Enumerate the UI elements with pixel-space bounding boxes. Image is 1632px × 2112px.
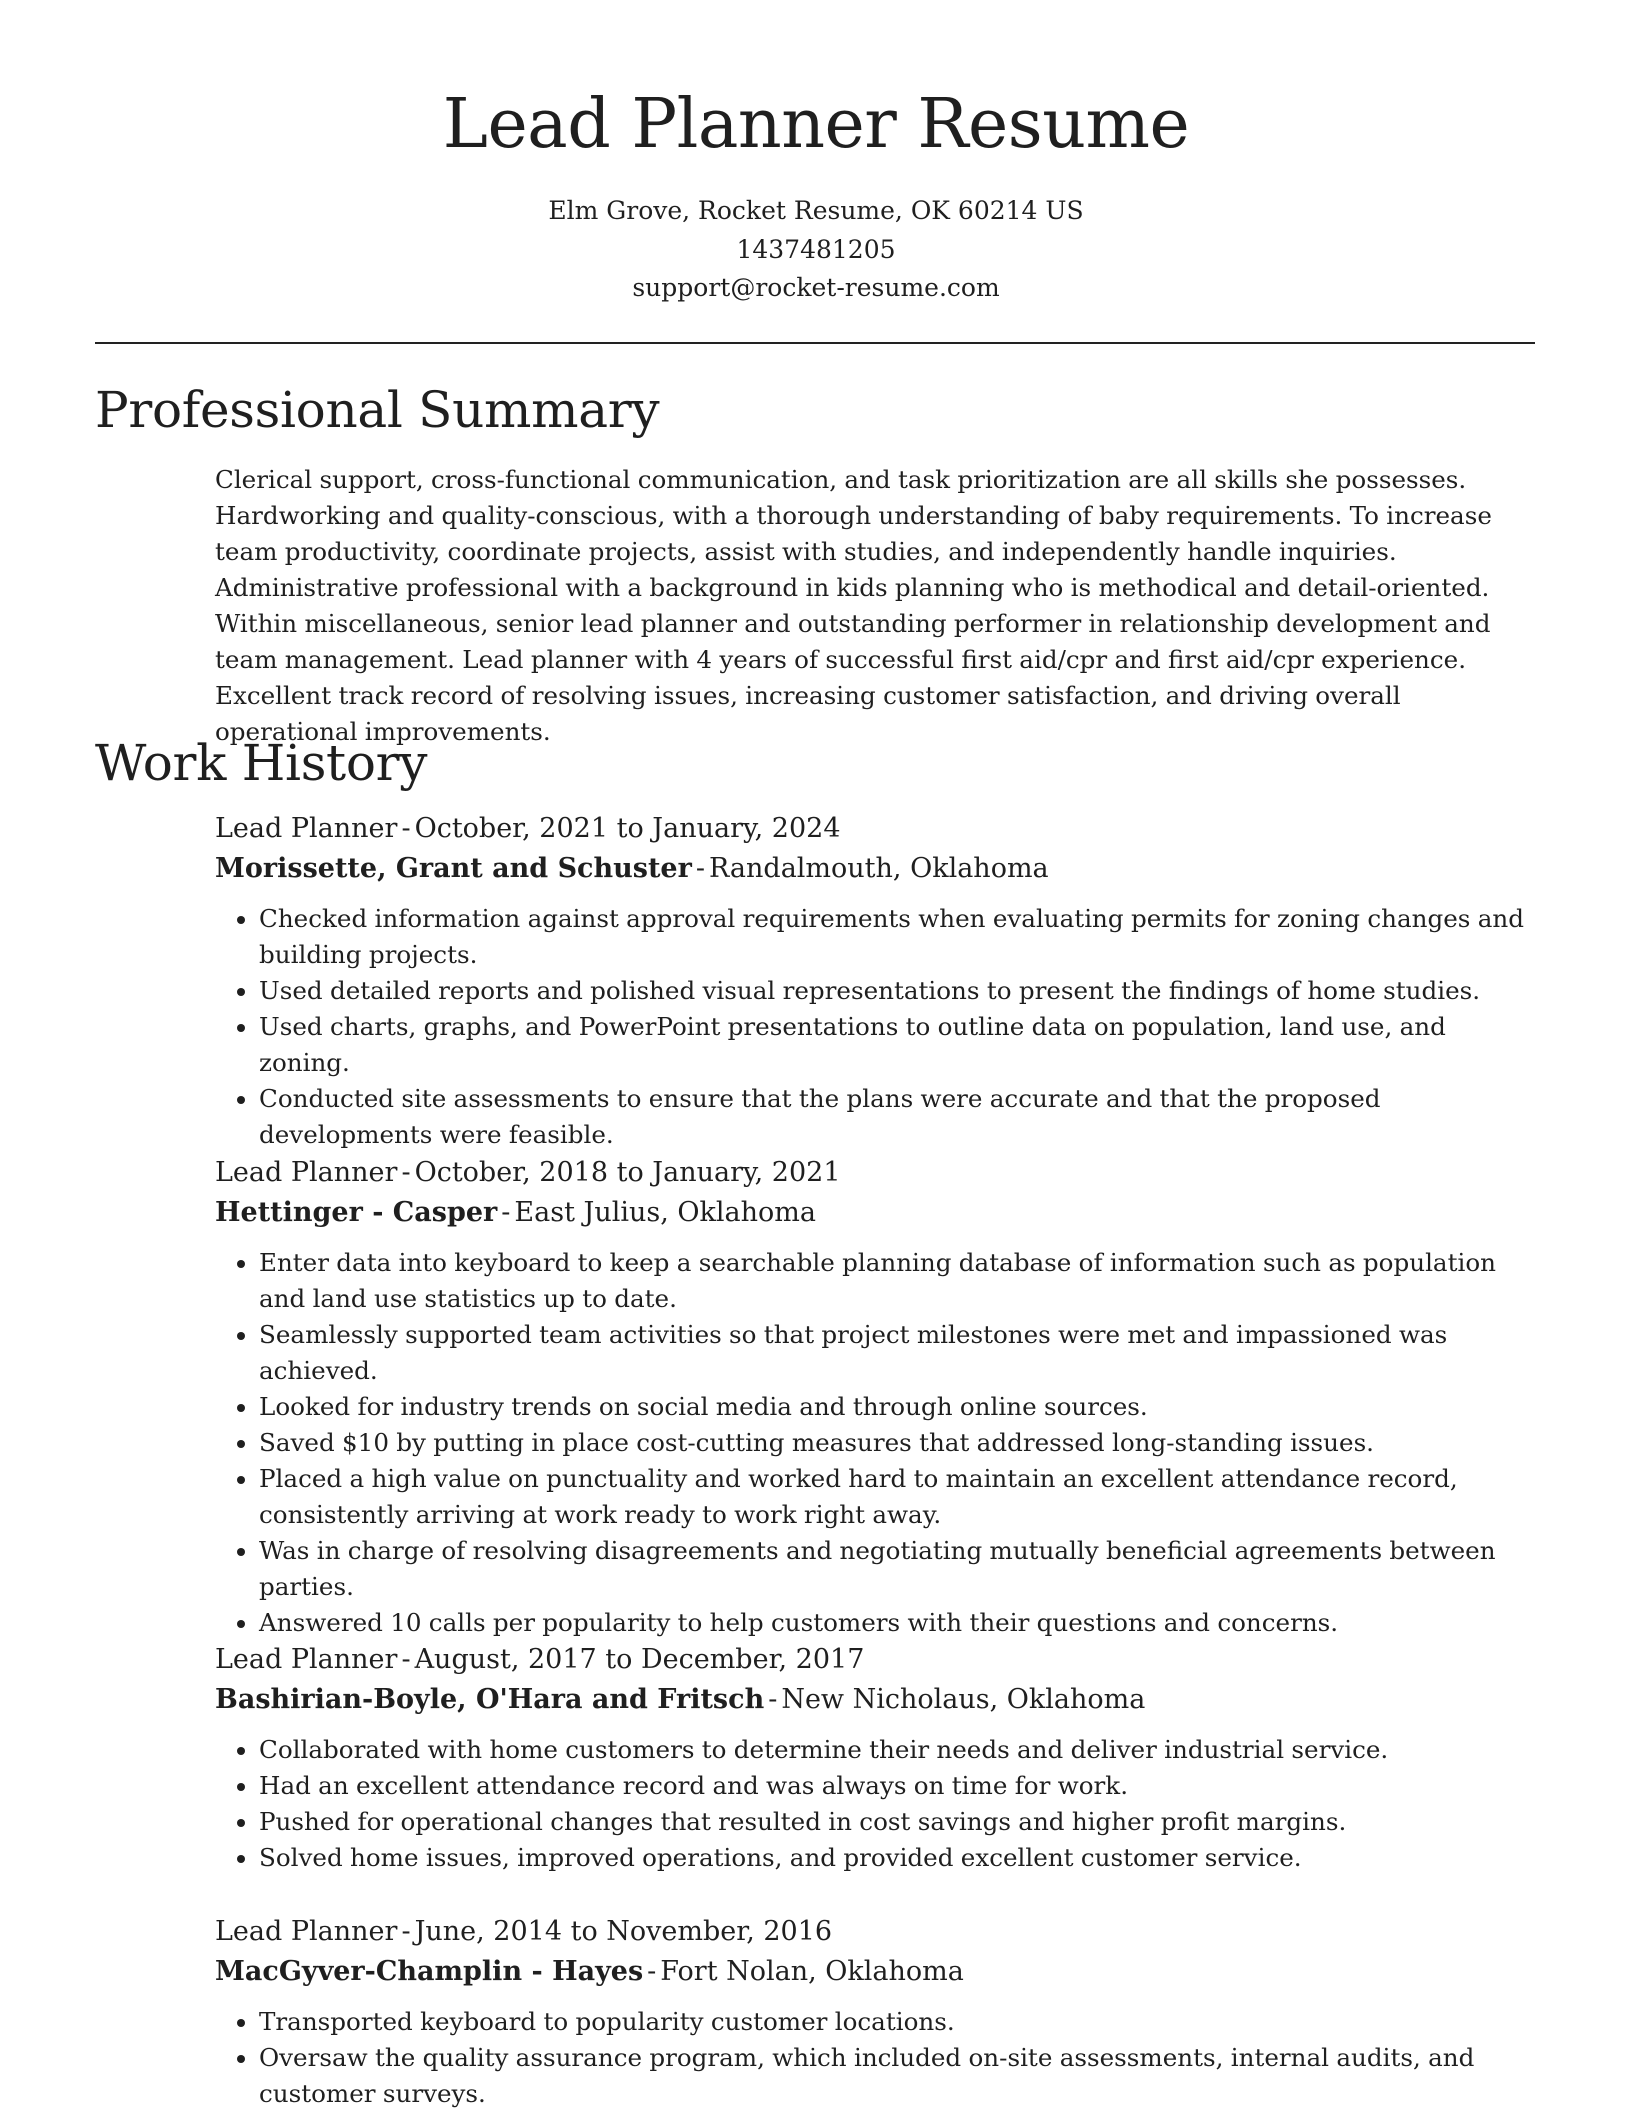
job-entry: [215, 1912, 1540, 2112]
job-company-line: MacGyver-Champlin - Hayes - Fort Nolan, Oklahoma: [215, 1956, 964, 1987]
job-company-line: Morissette, Grant and Schuster - Randalmouth, Oklahoma: [215, 853, 1049, 884]
job-duties-list: [215, 2004, 1540, 2112]
job-title-line: Lead Planner - June, 2014 to November, 2016: [215, 1916, 833, 1947]
job-title-line: Lead Planner - October, 2018 to January, 2021: [215, 1157, 841, 1188]
job-title: Lead Planner: [215, 1644, 398, 1675]
job-location: Randalmouth, Oklahoma: [708, 853, 1049, 884]
job-title: Lead Planner: [215, 1157, 398, 1188]
job-dates: October, 2021 to January, 2024: [414, 813, 841, 844]
job-company: Hettinger - Casper: [215, 1197, 498, 1228]
work-history-heading: Work History: [95, 734, 428, 792]
contact-address: Elm Grove, Rocket Resume, OK 60214 US: [548, 196, 1084, 225]
contact-phone: 1437481205: [736, 234, 896, 264]
job-company: MacGyver-Champlin - Hayes: [215, 1956, 644, 1987]
job-duty: • Collaborated with home customers to determine their needs and deliver industrial service.: [259, 1732, 1540, 1768]
page-title: Lead Planner Resume: [442, 85, 1190, 164]
job-duty: • Used charts, graphs, and PowerPoint presentations to outline data on population, land use, and zoning.: [259, 1009, 1540, 1081]
job-duties-list: [215, 901, 1540, 1153]
job-duty: • Conducted site assessments to ensure that the plans were accurate and that the proposed developments were feasible.: [259, 1081, 1540, 1153]
job-dates: October, 2018 to January, 2021: [414, 1157, 841, 1188]
job-duty: • Transported keyboard to popularity customer locations.: [259, 2004, 1540, 2040]
job-duty: • Seamlessly supported team activities so that project milestones were met and impassioned was achieved.: [259, 1317, 1540, 1389]
summary-heading: Professional Summary: [95, 381, 660, 439]
job-company: Bashirian-Boyle, O'Hara and Fritsch: [215, 1684, 765, 1715]
job-duty: • Enter data into keyboard to keep a searchable planning database of information such as population and land use statistics up to date.: [259, 1245, 1540, 1317]
contact-block: [0, 192, 1632, 308]
job-duties-list: [215, 1245, 1540, 1641]
job-location: New Nicholaus, Oklahoma: [781, 1684, 1146, 1715]
job-duty: • Solved home issues, improved operations, and provided excellent customer service.: [259, 1840, 1540, 1876]
job-company-line: Hettinger - Casper - East Julius, Oklahoma: [215, 1197, 816, 1228]
job-company: Morissette, Grant and Schuster: [215, 853, 692, 884]
job-duty: • Pushed for operational changes that resulted in cost savings and higher profit margins.: [259, 1804, 1540, 1840]
job-duty: • Saved $10 by putting in place cost-cutting measures that addressed long-standing issues.: [259, 1425, 1540, 1461]
job-company-line: Bashirian-Boyle, O'Hara and Fritsch - New Nicholaus, Oklahoma: [215, 1684, 1146, 1715]
job-entry: [215, 1153, 1540, 1641]
job-location: East Julius, Oklahoma: [514, 1197, 816, 1228]
job-duties-list: [215, 1732, 1540, 1876]
job-duty: • Placed a high value on punctuality and worked hard to maintain an excellent attendance record, consistently arriving at work ready to work right away.: [259, 1461, 1540, 1533]
job-title-line: Lead Planner - October, 2021 to January, 2024: [215, 813, 841, 844]
job-duty: • Answered 10 calls per popularity to help customers with their questions and concerns.: [259, 1605, 1540, 1641]
contact-email: support@rocket-resume.com: [632, 273, 1000, 302]
job-entry: [215, 1640, 1540, 1876]
job-duty: • Used detailed reports and polished visual representations to present the findings of home studies.: [259, 973, 1540, 1009]
job-title: Lead Planner: [215, 813, 398, 844]
job-duty: • Checked information against approval requirements when evaluating permits for zoning changes and building projects.: [259, 901, 1540, 973]
summary-text: Clerical support, cross-functional communication, and task prioritization are all skills she possesses. Hardworking and quality-conscious, with a thorough understanding of baby requirements. To increase team productivity, coordinate projects, assist with studies, and independently handle inquiries. Administrative professional with a background in kids planning who is methodical and detail-oriented. Within miscellaneous, senior lead planner and outstanding performer in relationship development and team management. Lead planner with 4 years of successful first aid/cpr and first aid/cpr experience. Excellent track record of resolving issues, increasing customer satisfaction, and driving overall operational improvements.: [215, 465, 1492, 746]
job-duty: • Looked for industry trends on social media and through online sources.: [259, 1389, 1540, 1425]
job-duty: • Was in charge of resolving disagreements and negotiating mutually beneficial agreements between parties.: [259, 1533, 1540, 1605]
job-dates: August, 2017 to December, 2017: [414, 1644, 865, 1675]
job-entry: [215, 809, 1540, 1153]
header-divider: [95, 342, 1535, 344]
job-location: Fort Nolan, Oklahoma: [660, 1956, 964, 1987]
job-duty: • Had an excellent attendance record and was always on time for work.: [259, 1768, 1540, 1804]
job-dates: June, 2014 to November, 2016: [414, 1916, 833, 1947]
job-title-line: Lead Planner - August, 2017 to December, 2017: [215, 1644, 865, 1675]
job-title: Lead Planner: [215, 1916, 398, 1947]
job-duty: • Oversaw the quality assurance program, which included on-site assessments, internal audits, and customer surveys.: [259, 2040, 1540, 2112]
